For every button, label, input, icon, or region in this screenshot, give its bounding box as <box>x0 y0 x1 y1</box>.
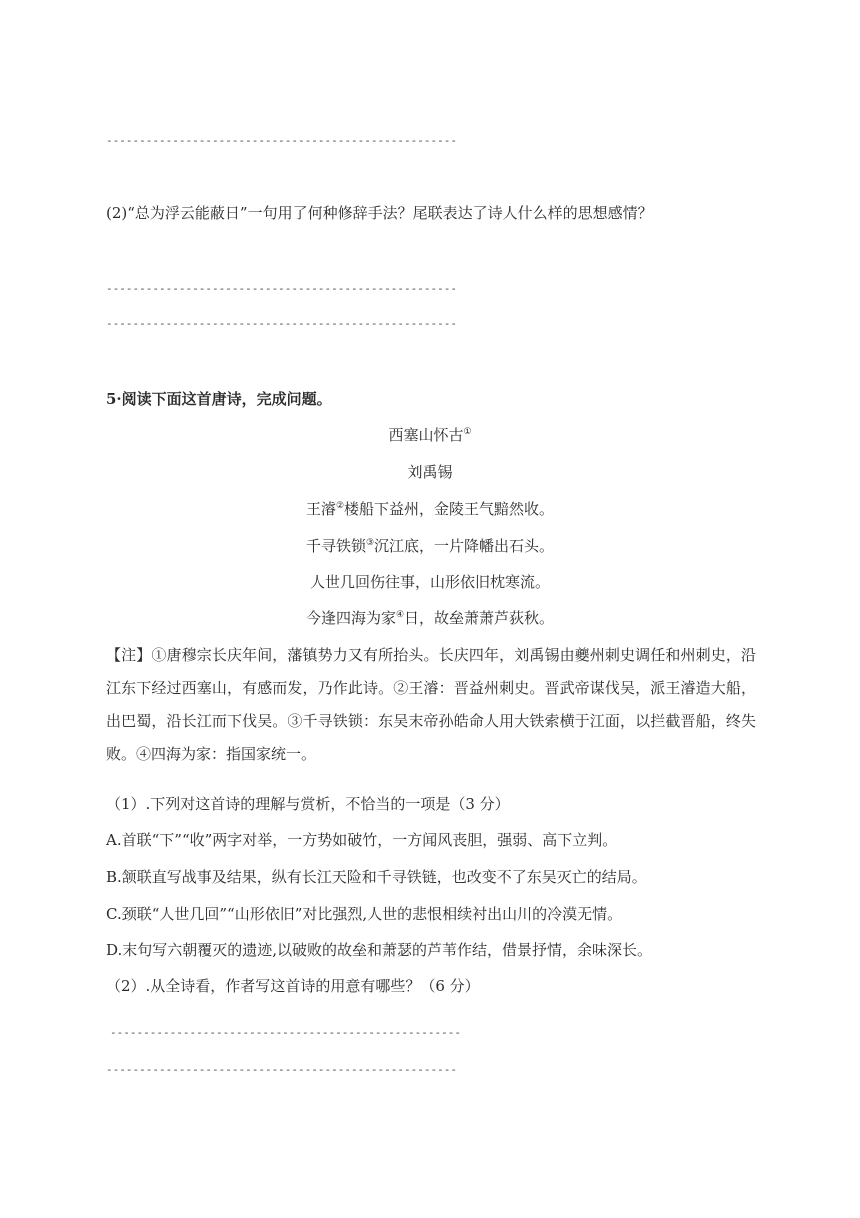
question-heading: 5·阅读下面这首唐诗，完成问题。 <box>106 390 332 408</box>
footnote-mark: ④ <box>395 610 405 620</box>
poem-line: 千寻铁锁③沉江底，一片降幡出石头。 <box>305 537 555 555</box>
option-a: A.首联“下”“收”两字对举，一方势如破竹，一方闻风丧胆，强弱、高下立判。 <box>106 831 618 849</box>
footnote-mark: ③ <box>365 538 375 548</box>
poem-author: 刘禹锡 <box>407 463 453 481</box>
poem-line: 人世几回伤往事，山形依旧枕寒流。 <box>309 573 550 591</box>
option-b: B.颔联直写战事及结果，纵有长江天险和千寻铁链，也改变不了东吴灭亡的结局。 <box>106 868 647 886</box>
answer-line: ----------------------------------------------------- <box>110 1026 461 1039</box>
poem-line: 今逢四海为家④日，故垒萧萧芦荻秋。 <box>305 609 555 627</box>
answer-line: ----------------------------------------------------- <box>106 134 457 147</box>
option-c: C.颈联“人世几回”“山形依旧”对比强烈,人世的悲恨相续衬出山川的冷漠无情。 <box>106 905 623 923</box>
footnote-mark: ② <box>335 501 345 511</box>
poem-line: 王濬②楼船下益州，金陵王气黯然收。 <box>305 500 555 518</box>
sub-question-prompt: （1）.下列对这首诗的理解与赏析，不恰当的一项是（3 分） <box>106 795 510 813</box>
poem-title: 西塞山怀古① <box>388 426 472 444</box>
answer-line: ----------------------------------------------------- <box>106 1063 457 1076</box>
question-text: (2)“总为浮云能蔽日”一句用了何种修辞手法？尾联表达了诗人什么样的思想感情？ <box>106 204 653 222</box>
poem-note: 【注】①唐穆宗长庆年间，藩镇势力又有所抬头。长庆四年，刘禹锡由夔州刺史调任和州刺史，沿江东下经过西塞山，有感而发，乃作此诗。②王濬：晋益州刺史。晋武帝谋伐吴，派王濬造大船，出巴蜀，沿长江而下伐吴。③千寻铁锁：东吴末帝孙皓命人用大铁索横于江面，以拦截晋船，终失败。④四海为家：指国家统一。 <box>106 646 756 763</box>
answer-line: ----------------------------------------------------- <box>106 317 457 330</box>
answer-line: ----------------------------------------------------- <box>106 282 457 295</box>
option-d: D.末句写六朝覆灭的遗迹,以破败的故垒和萧瑟的芦苇作结，借景抒情，余味深长。 <box>106 941 653 959</box>
footnote-mark: ① <box>463 427 472 437</box>
sub-question-prompt: （2）.从全诗看，作者写这首诗的用意有哪些？（6 分） <box>106 977 480 995</box>
